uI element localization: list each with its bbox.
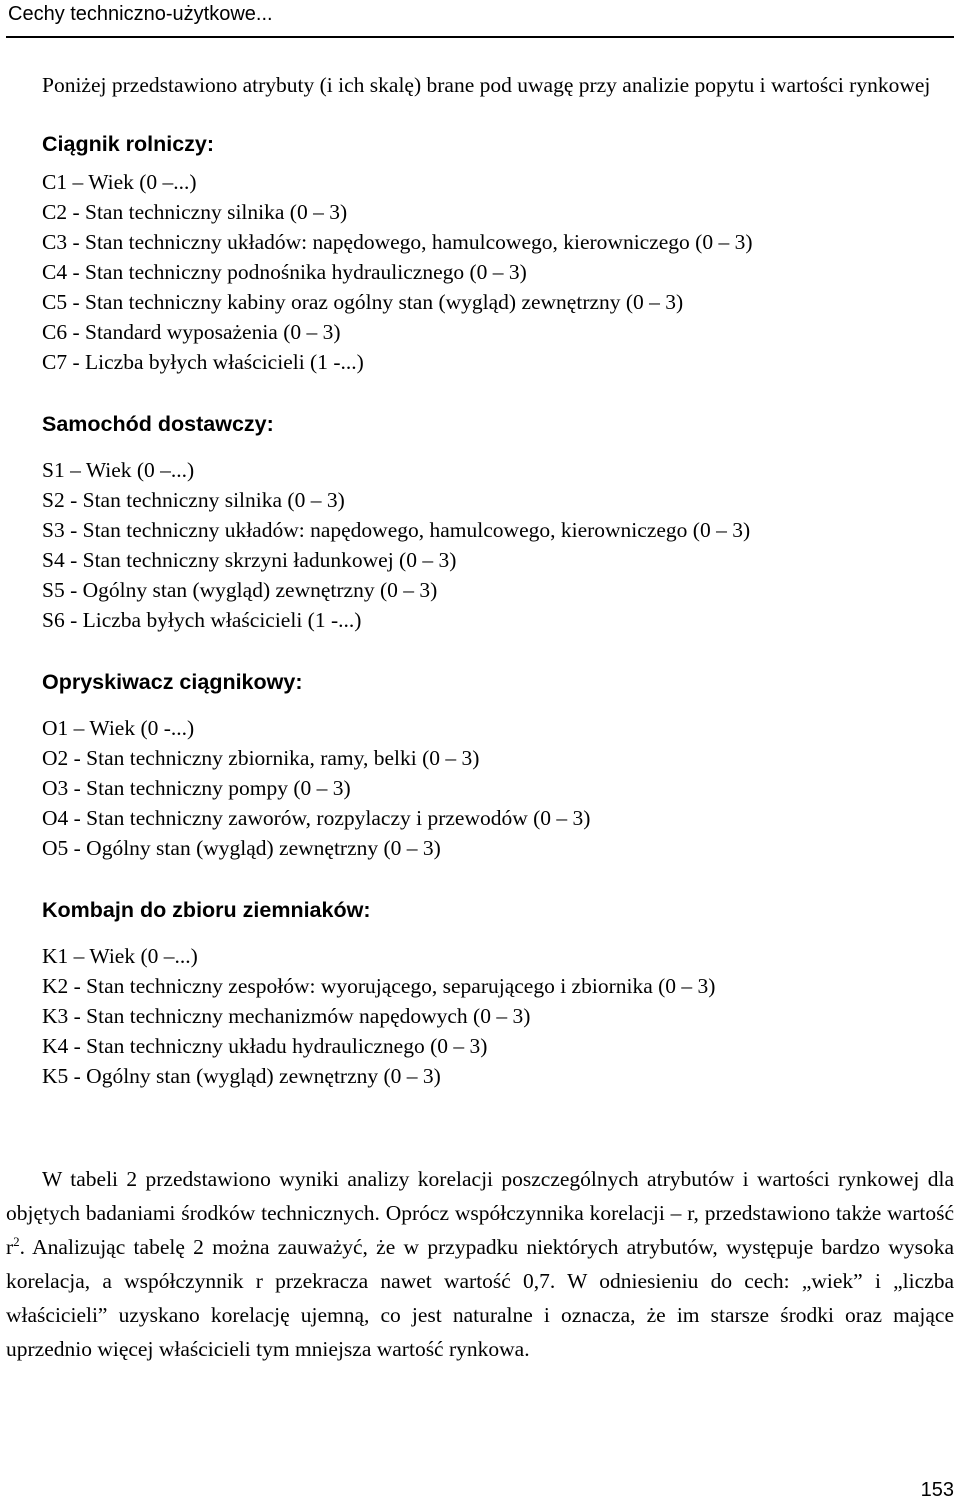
document-body [42,70,954,1091]
section-van [42,409,954,635]
running-header: Cechy techniczno-użytkowe... [8,3,273,25]
attribute-item: C4 - Stan techniczny podnośnika hydraulicznego (0 – 3) [42,260,527,284]
section-tractor [42,129,954,377]
section-potato-harvester [42,895,954,1091]
section-title: Samochód dostawczy: [42,412,274,436]
attribute-item: O4 - Stan techniczny zaworów, rozpylaczy i przewodów (0 – 3) [42,806,591,830]
paragraph-text: W tabeli 2 przedstawiono wyniki analizy korelacji poszczególnych atrybutów i wartości rynkowej dla objętych badaniami środków technicznych. Oprócz współczynnika korelacji – r, przedstawiono także wartość r [6,1167,954,1259]
attribute-item: S2 - Stan techniczny silnika (0 – 3) [42,488,345,512]
attribute-item: C2 - Stan techniczny silnika (0 – 3) [42,200,348,224]
intro-paragraph: Poniżej przedstawiono atrybuty (i ich skalę) brane pod uwagę przy analizie popytu i wartości rynkowej [42,73,931,97]
attribute-item: O2 - Stan techniczny zbiornika, ramy, belki (0 – 3) [42,746,480,770]
attribute-item: S4 - Stan techniczny skrzyni ładunkowej (0 – 3) [42,548,457,572]
attribute-list [42,167,954,377]
attribute-item: O3 - Stan techniczny pompy (0 – 3) [42,776,351,800]
attribute-item: K1 – Wiek (0 –...) [42,944,198,968]
attribute-item: K4 - Stan techniczny układu hydraulicznego (0 – 3) [42,1034,488,1058]
attribute-list [42,941,954,1091]
attribute-item: K3 - Stan techniczny mechanizmów napędowych (0 – 3) [42,1004,531,1028]
attribute-item: K2 - Stan techniczny zespołów: wyorującego, separującego i zbiornika (0 – 3) [42,974,716,998]
attribute-item: S5 - Ogólny stan (wygląd) zewnętrzny (0 – 3) [42,578,438,602]
section-title: Opryskiwacz ciągnikowy: [42,670,303,694]
section-sprayer [42,667,954,863]
correlation-paragraph [6,1162,954,1366]
attribute-item: C1 – Wiek (0 –...) [42,170,197,194]
attribute-item: K5 - Ogólny stan (wygląd) zewnętrzny (0 – 3) [42,1064,441,1088]
attribute-item: C7 - Liczba byłych właścicieli (1 -...) [42,350,364,374]
attribute-item: S1 – Wiek (0 –...) [42,458,195,482]
page-number: 153 [920,1479,954,1501]
superscript: 2 [13,1233,20,1249]
attribute-list [42,713,954,863]
section-title: Ciągnik rolniczy: [42,132,215,156]
section-title: Kombajn do zbioru ziemniaków: [42,898,371,922]
attribute-list [42,455,954,635]
attribute-item: S3 - Stan techniczny układów: napędowego, hamulcowego, kierowniczego (0 – 3) [42,518,751,542]
header-rule [6,36,954,38]
attribute-item: S6 - Liczba byłych właścicieli (1 -...) [42,608,362,632]
paragraph-text: . Analizując tabelę 2 można zauważyć, że w przypadku niektórych atrybutów, występuje bardzo wysoka korelacja, a współczynnik r przekracza nawet wartość 0,7. W odniesieniu do cech: „wiek” i „liczba właścicieli” uzyskano korelację ujemną, co jest naturalne i oznacza, że im starsze środki oraz mające uprzednio więcej właścicieli tym mniejsza wartość rynkowa. [6,1235,954,1361]
attribute-item: C5 - Stan techniczny kabiny oraz ogólny stan (wygląd) zewnętrzny (0 – 3) [42,290,684,314]
attribute-item: C3 - Stan techniczny układów: napędowego, hamulcowego, kierowniczego (0 – 3) [42,230,753,254]
attribute-item: O1 – Wiek (0 -...) [42,716,195,740]
attribute-item: O5 - Ogólny stan (wygląd) zewnętrzny (0 – 3) [42,836,441,860]
attribute-item: C6 - Standard wyposażenia (0 – 3) [42,320,341,344]
